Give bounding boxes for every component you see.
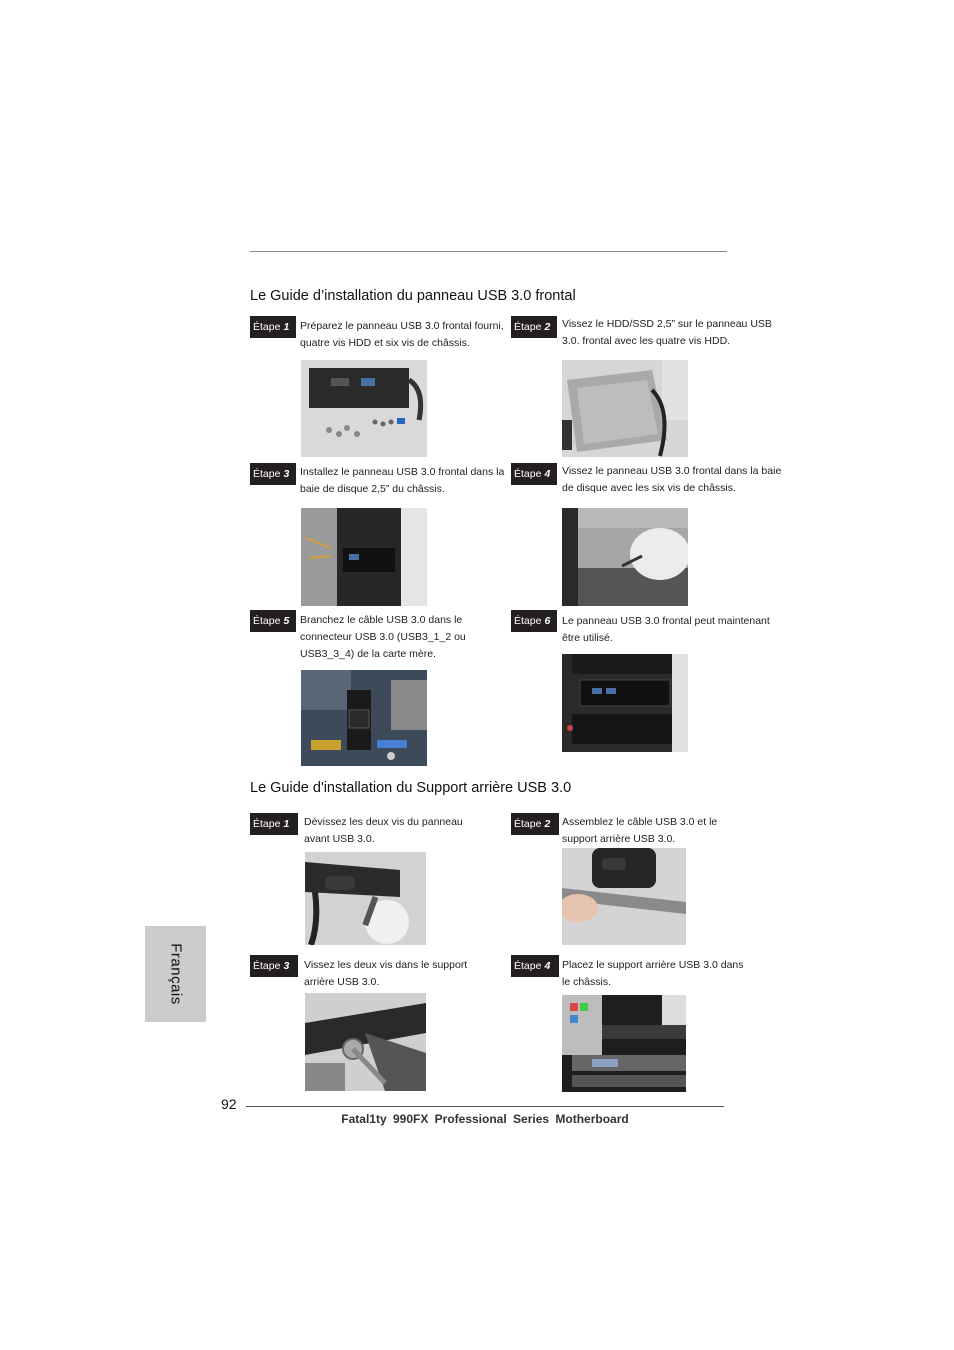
step-description: Vissez le panneau USB 3.0 frontal dans la baie de disque avec les six vis de châssis. — [562, 465, 782, 494]
step-description: Placez le support arrière USB 3.0 dans le châssis. — [562, 959, 744, 988]
step-badge: Étape 6 — [511, 610, 557, 632]
step-photo-motherboard-connector — [301, 670, 427, 766]
section1-title: Le Guide d’installation du panneau USB 3.0 frontal — [250, 288, 576, 304]
step-description: Vissez les deux vis dans le support arrière USB 3.0. — [304, 959, 468, 988]
step-badge: Étape 4 — [511, 955, 559, 977]
footer-divider — [246, 1106, 724, 1107]
step-photo-bracket-in-chassis — [562, 995, 686, 1092]
step-badge: Étape 1 — [250, 316, 296, 338]
step-badge: Étape 4 — [511, 463, 557, 485]
top-divider — [250, 251, 727, 252]
language-side-tab-label: Français — [167, 943, 184, 1005]
step-photo-hdd-on-panel — [562, 360, 688, 457]
step-photo-panel-in-bay — [301, 508, 427, 606]
step-photo-assemble-bracket — [562, 848, 686, 945]
step-photo-panel-ready — [562, 654, 688, 752]
footer-title: Fatal1ty 990FX Professional Series Motherboard — [341, 1112, 629, 1126]
language-side-tab — [145, 926, 206, 1022]
step-badge: Étape 5 — [250, 610, 296, 632]
step-description: Vissez le HDD/SSD 2,5” sur le panneau USB 3.0. frontal avec les quatre vis HDD. — [562, 318, 772, 347]
step-description: Branchez le câble USB 3.0 dans le connecteur USB 3.0 (USB3_1_2 ou USB3_3_4) de la carte mère. — [300, 614, 466, 660]
step-photo-screwing-panel — [562, 508, 688, 606]
step-badge: Étape 3 — [250, 955, 298, 977]
step-badge: Étape 3 — [250, 463, 296, 485]
page-number: 92 — [221, 1096, 237, 1112]
step-badge: Étape 2 — [511, 813, 559, 835]
step-photo-unscrew-panel — [305, 852, 426, 945]
step-badge: Étape 1 — [250, 813, 298, 835]
step-badge: Étape 2 — [511, 316, 557, 338]
step-description: Assemblez le câble USB 3.0 et le support arrière USB 3.0. — [562, 816, 718, 845]
step-description: Préparez le panneau USB 3.0 frontal fourni, quatre vis HDD et six vis de châssis. — [300, 320, 504, 349]
section2-title: Le Guide d'installation du Support arrière USB 3.0 — [250, 780, 572, 796]
step-description: Installez le panneau USB 3.0 frontal dans la baie de disque 2,5” du châssis. — [300, 466, 505, 495]
step-description: Le panneau USB 3.0 frontal peut maintenant être utilisé. — [562, 615, 770, 644]
step-photo-panel-and-screws — [301, 360, 427, 457]
step-description: Dévissez les deux vis du panneau avant USB 3.0. — [304, 816, 463, 845]
step-photo-screw-bracket — [305, 993, 426, 1091]
